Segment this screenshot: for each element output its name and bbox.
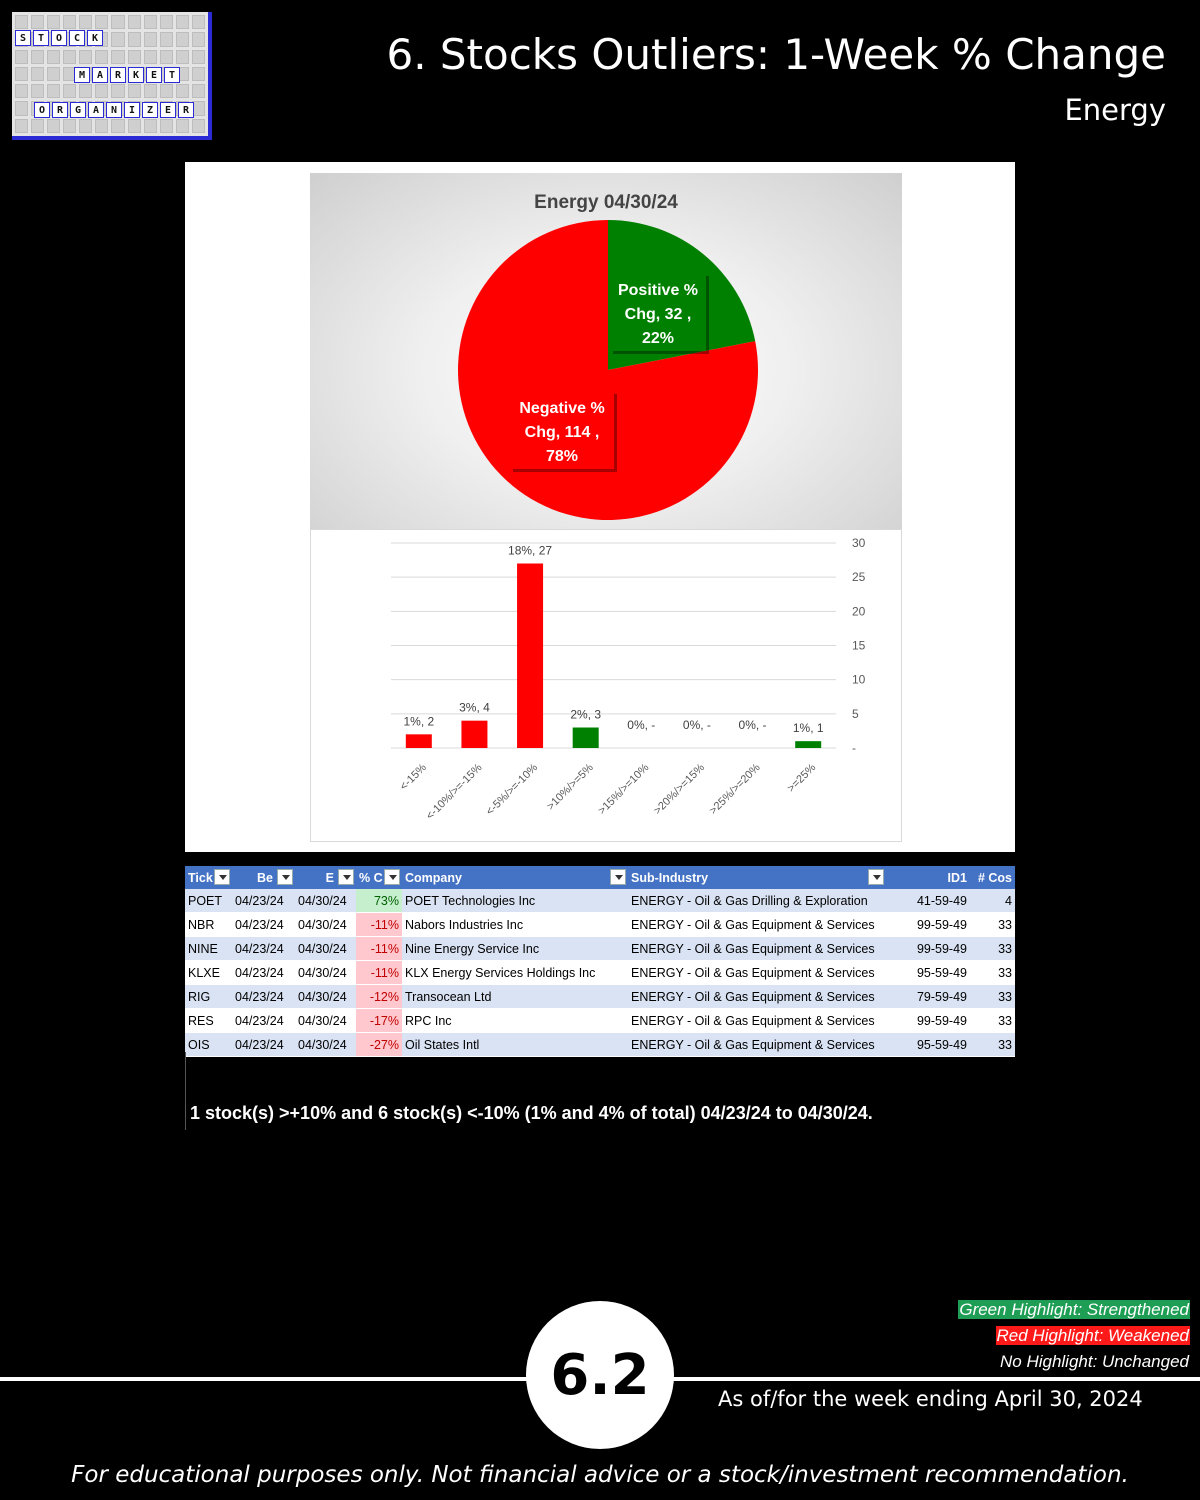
table-row[interactable] [185, 1033, 1015, 1057]
x-category-label: >10%/>=5% [544, 761, 596, 813]
bar-data-label: 18%, 27 [508, 543, 553, 558]
cell-id1: 99-59-49 [886, 937, 970, 961]
header-label: % C [359, 870, 383, 885]
cell-begin-date: 04/23/24 [232, 961, 295, 985]
y-tick-label: 5 [852, 706, 859, 721]
table-row[interactable] [185, 913, 1015, 937]
bar-data-label: 3%, 4 [459, 700, 490, 715]
bar-data-label: 0%, - [682, 718, 711, 732]
y-tick-label: 30 [852, 536, 866, 550]
pie-chart-area [310, 173, 902, 529]
bar-data-label: 2%, 3 [570, 707, 602, 722]
header-id1[interactable] [886, 866, 970, 889]
stock-market-organizer-logo [12, 12, 212, 140]
table-gridline [185, 1052, 186, 1130]
filter-dropdown-icon[interactable] [610, 869, 626, 885]
logo-letter: S [15, 30, 31, 46]
header-ticker[interactable] [185, 866, 232, 889]
logo-word-organizer [34, 102, 194, 118]
cell-company: POET Technologies Inc [402, 889, 628, 913]
cell-sub-industry: ENERGY - Oil & Gas Equipment & Services [628, 1033, 886, 1057]
header-company[interactable] [402, 866, 628, 889]
pie-data-label: Positive % [617, 282, 699, 299]
logo-letter: O [51, 30, 67, 46]
header-label: Tick [188, 870, 213, 885]
pie-data-label: 78% [545, 448, 579, 465]
x-category-label: >25%/>=20% [707, 761, 763, 818]
pie-data-label: 22% [641, 330, 675, 347]
cell-begin-date: 04/23/24 [232, 937, 295, 961]
cell-id1: 41-59-49 [886, 889, 970, 913]
table-row[interactable] [185, 1009, 1015, 1033]
logo-letter: R [178, 102, 194, 118]
legend-red: Red Highlight: Weakened [996, 1326, 1189, 1345]
cell-end-date: 04/30/24 [295, 985, 356, 1009]
pie-data-label: Chg, 32 , [624, 306, 692, 323]
filter-dropdown-icon[interactable] [868, 869, 884, 885]
cell-pct-change: 73% [356, 889, 402, 913]
as-of-date: As of/for the week ending April 30, 2024 [718, 1387, 1143, 1411]
bar-chart-area [310, 529, 902, 842]
bar [406, 734, 432, 748]
logo-letter: A [88, 102, 104, 118]
table-header-row [185, 866, 1015, 889]
cell-num-cos: 33 [970, 937, 1015, 961]
header-pct-change[interactable] [356, 866, 402, 889]
cell-sub-industry: ENERGY - Oil & Gas Equipment & Services [628, 937, 886, 961]
logo-letter: T [164, 67, 180, 83]
cell-sub-industry: ENERGY - Oil & Gas Drilling & Exploration [628, 889, 886, 913]
table-row[interactable] [185, 961, 1015, 985]
logo-letter: C [69, 30, 85, 46]
cell-pct-change: -12% [356, 985, 402, 1009]
y-tick-label: 10 [852, 672, 866, 687]
header-label: E [325, 870, 334, 885]
header-label: Sub-Industry [631, 870, 709, 885]
cell-id1: 95-59-49 [886, 961, 970, 985]
highlight-legend [958, 1297, 1190, 1375]
cell-begin-date: 04/23/24 [232, 985, 295, 1009]
legend-green: Green Highlight: Strengthened [959, 1300, 1189, 1319]
cell-company: RPC Inc [402, 1009, 628, 1033]
logo-letter: K [87, 30, 103, 46]
logo-letter: I [124, 102, 140, 118]
header-num-cos[interactable] [970, 866, 1015, 889]
y-tick-label: 25 [852, 570, 866, 585]
header-begin-date[interactable] [232, 866, 295, 889]
bar-chart [311, 530, 903, 843]
header-sub-industry[interactable] [628, 866, 886, 889]
header-label: ID1 [947, 870, 967, 885]
cell-pct-change: -27% [356, 1033, 402, 1057]
cell-company: Nabors Industries Inc [402, 913, 628, 937]
cell-pct-change: -11% [356, 961, 402, 985]
bar-data-label: 1%, 1 [792, 721, 824, 736]
cell-begin-date: 04/23/24 [232, 889, 295, 913]
x-category-label: >20%/>=15% [651, 761, 708, 818]
cell-num-cos: 33 [970, 985, 1015, 1009]
header-end-date[interactable] [295, 866, 356, 889]
x-category-label: <-5%/>=-10% [483, 761, 541, 818]
cell-pct-change: -11% [356, 937, 402, 961]
cell-pct-change: -17% [356, 1009, 402, 1033]
page-title: 6. Stocks Outliers: 1-Week % Change [386, 30, 1166, 79]
cell-id1: 95-59-49 [886, 1033, 970, 1057]
cell-end-date: 04/30/24 [295, 889, 356, 913]
cell-pct-change: -11% [356, 913, 402, 937]
logo-letter: E [160, 102, 176, 118]
bar [517, 564, 543, 749]
cell-begin-date: 04/23/24 [232, 1033, 295, 1057]
cell-num-cos: 4 [970, 889, 1015, 913]
x-category-label: <-10%/>=-15% [423, 761, 485, 823]
cell-ticker: OIS [185, 1033, 232, 1057]
pie-chart [310, 173, 902, 529]
cell-ticker: RIG [185, 985, 232, 1009]
bar-data-label: 0%, - [738, 718, 767, 732]
cell-end-date: 04/30/24 [295, 1033, 356, 1057]
disclaimer-footer: For educational purposes only. Not financial advice or a stock/investment recommendation. [71, 1462, 1129, 1488]
cell-end-date: 04/30/24 [295, 937, 356, 961]
x-category-label: >15%/>=10% [596, 761, 652, 818]
cell-company: Nine Energy Service Inc [402, 937, 628, 961]
y-tick-label: 20 [852, 604, 866, 619]
bar-data-label: 1%, 2 [403, 714, 435, 729]
cell-num-cos: 33 [970, 1009, 1015, 1033]
filter-dropdown-icon[interactable] [214, 869, 230, 885]
logo-letter: O [34, 102, 50, 118]
cell-id1: 99-59-49 [886, 1009, 970, 1033]
pie-data-label: Chg, 114 , [524, 424, 600, 441]
logo-letter: E [146, 67, 162, 83]
cell-id1: 79-59-49 [886, 985, 970, 1009]
page-subtitle: Energy [1064, 93, 1166, 127]
logo-letter: G [70, 102, 86, 118]
logo-letter: K [128, 67, 144, 83]
filter-dropdown-icon[interactable] [277, 869, 293, 885]
table-row[interactable] [185, 985, 1015, 1009]
cell-company: Oil States Intl [402, 1033, 628, 1057]
logo-letter: Z [142, 102, 158, 118]
pie-chart-title: Energy 04/30/24 [534, 192, 678, 213]
cell-id1: 99-59-49 [886, 913, 970, 937]
cell-company: Transocean Ltd [402, 985, 628, 1009]
cell-ticker: POET [185, 889, 232, 913]
cell-company: KLX Energy Services Holdings Inc [402, 961, 628, 985]
filter-dropdown-icon[interactable] [338, 869, 354, 885]
cell-sub-industry: ENERGY - Oil & Gas Equipment & Services [628, 961, 886, 985]
logo-word-market [74, 67, 180, 83]
y-tick-label: 15 [852, 638, 866, 653]
cell-ticker: RES [185, 1009, 232, 1033]
logo-letter: N [106, 102, 122, 118]
y-tick-label: - [852, 741, 856, 755]
logo-word-stock [15, 30, 103, 46]
bar [795, 741, 821, 748]
pie-data-label: Negative % [519, 400, 605, 417]
outliers-table [185, 866, 1015, 1057]
cell-end-date: 04/30/24 [295, 1009, 356, 1033]
cell-begin-date: 04/23/24 [232, 913, 295, 937]
cell-begin-date: 04/23/24 [232, 1009, 295, 1033]
cell-end-date: 04/30/24 [295, 913, 356, 937]
header-label: Company [405, 870, 462, 885]
cell-ticker: NBR [185, 913, 232, 937]
header-label: # Cos [977, 870, 1012, 885]
bar [573, 728, 599, 749]
table-row[interactable] [185, 937, 1015, 961]
cell-ticker: KLXE [185, 961, 232, 985]
cell-end-date: 04/30/24 [295, 961, 356, 985]
logo-letter: R [110, 67, 126, 83]
bar-data-label: 0%, - [627, 718, 656, 732]
legend-none: No Highlight: Unchanged [999, 1352, 1189, 1371]
cell-num-cos: 33 [970, 913, 1015, 937]
cell-sub-industry: ENERGY - Oil & Gas Equipment & Services [628, 913, 886, 937]
bar [461, 721, 487, 748]
header-label: Be [257, 870, 273, 885]
logo-letter: M [74, 67, 90, 83]
page-number-badge: 6.2 [526, 1301, 674, 1449]
logo-letter: T [33, 30, 49, 46]
table-row[interactable] [185, 889, 1015, 913]
outliers-table-wrap [185, 866, 1015, 1057]
cell-num-cos: 33 [970, 961, 1015, 985]
logo-letter: A [92, 67, 108, 83]
cell-num-cos: 33 [970, 1033, 1015, 1057]
x-category-label: <-15% [397, 761, 429, 793]
cell-ticker: NINE [185, 937, 232, 961]
cell-sub-industry: ENERGY - Oil & Gas Equipment & Services [628, 985, 886, 1009]
x-category-label: >=25% [785, 761, 819, 795]
logo-letter: R [52, 102, 68, 118]
filter-dropdown-icon[interactable] [384, 869, 400, 885]
cell-sub-industry: ENERGY - Oil & Gas Equipment & Services [628, 1009, 886, 1033]
outliers-summary: 1 stock(s) >+10% and 6 stock(s) <-10% (1% and 4% of total) 04/23/24 to 04/30/24. [190, 1103, 873, 1123]
